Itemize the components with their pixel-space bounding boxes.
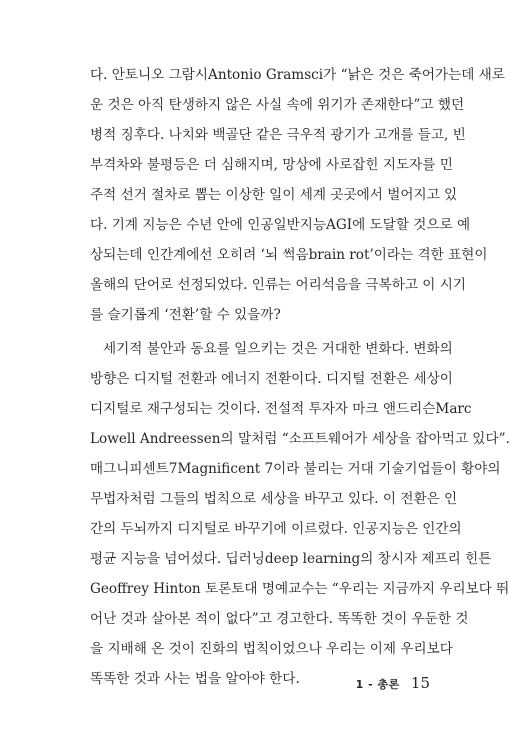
text-line: 병적 징후다. 나치와 백골단 같은 극우적 광기가 고개를 들고, 빈 [90, 127, 466, 143]
text-line: 올해의 단어로 선정되었다. 인류는 어리석음을 극복하고 이 시기 [90, 277, 466, 293]
running-section-title: 1 - 총론 [355, 678, 400, 691]
text-line: 상되는데 인간계에선 오히려 ‘뇌 썩음brain rot’이라는 격한 표현이 [90, 247, 488, 263]
text-line: Lowell Andreessen의 말처럼 “소프트웨어가 세상을 잡아먹고 있다”. [90, 431, 510, 447]
page-footer [340, 673, 430, 692]
text-line: 매그니피센트7Magnificent 7이라 불리는 거대 기술기업들이 황야의 [90, 461, 501, 477]
text-line: 부격차와 불평등은 더 심해지며, 망상에 사로잡힌 지도자를 민 [90, 157, 453, 173]
text-line: 방향은 디지털 전환과 에너지 전환이다. 디지털 전환은 세상이 [90, 371, 453, 387]
paragraph-end-line: 를 슬기롭게 ‘전환’할 수 있을까? [90, 307, 281, 323]
text-line: 어난 것과 살아본 적이 없다”고 경고한다. 똑똑한 것이 우둔한 것 [90, 611, 469, 627]
text-line: 을 지배해 온 것이 진화의 법칙이었으나 우리는 이제 우리보다 [90, 641, 453, 657]
text-line: 무법자처럼 그들의 법칙으로 세상을 바꾸고 있다. 이 전환은 인 [90, 491, 458, 507]
text-line: 디지털로 재구성되는 것이다. 전설적 투자자 마크 앤드리슨Marc [90, 401, 472, 417]
text-line: 다. 기계 지능은 수년 안에 인공일반지능AGI에 도달할 것으로 예 [90, 217, 471, 233]
text-line: 운 것은 아직 탄생하지 않은 사실 속에 위기가 존재한다”고 했던 [90, 97, 465, 113]
page-number: 15 [410, 674, 430, 692]
text-line: 다. 안토니오 그람시Antonio Gramsci가 “낡은 것은 죽어가는데 새로 [90, 67, 505, 83]
paragraph-start-line: 세기적 불안과 동요를 일으키는 것은 거대한 변화다. 변화의 [103, 341, 453, 357]
paragraph-end-line: 똑똑한 것과 사는 법을 알아야 한다. [90, 671, 300, 687]
text-line: Geoffrey Hinton 토론토대 명예교수는 “우리는 지금까지 우리보다 뛰 [90, 581, 510, 597]
text-line: 평균 지능을 넘어섰다. 딥러닝deep learning의 창시자 제프리 힌튼 [90, 551, 492, 567]
text-line: 주적 선거 절차로 뽑는 이상한 일이 세계 곳곳에서 벌어지고 있 [90, 187, 458, 203]
text-line: 간의 두뇌까지 디지털로 바꾸기에 이르렀다. 인공지능은 인간의 [90, 521, 462, 537]
